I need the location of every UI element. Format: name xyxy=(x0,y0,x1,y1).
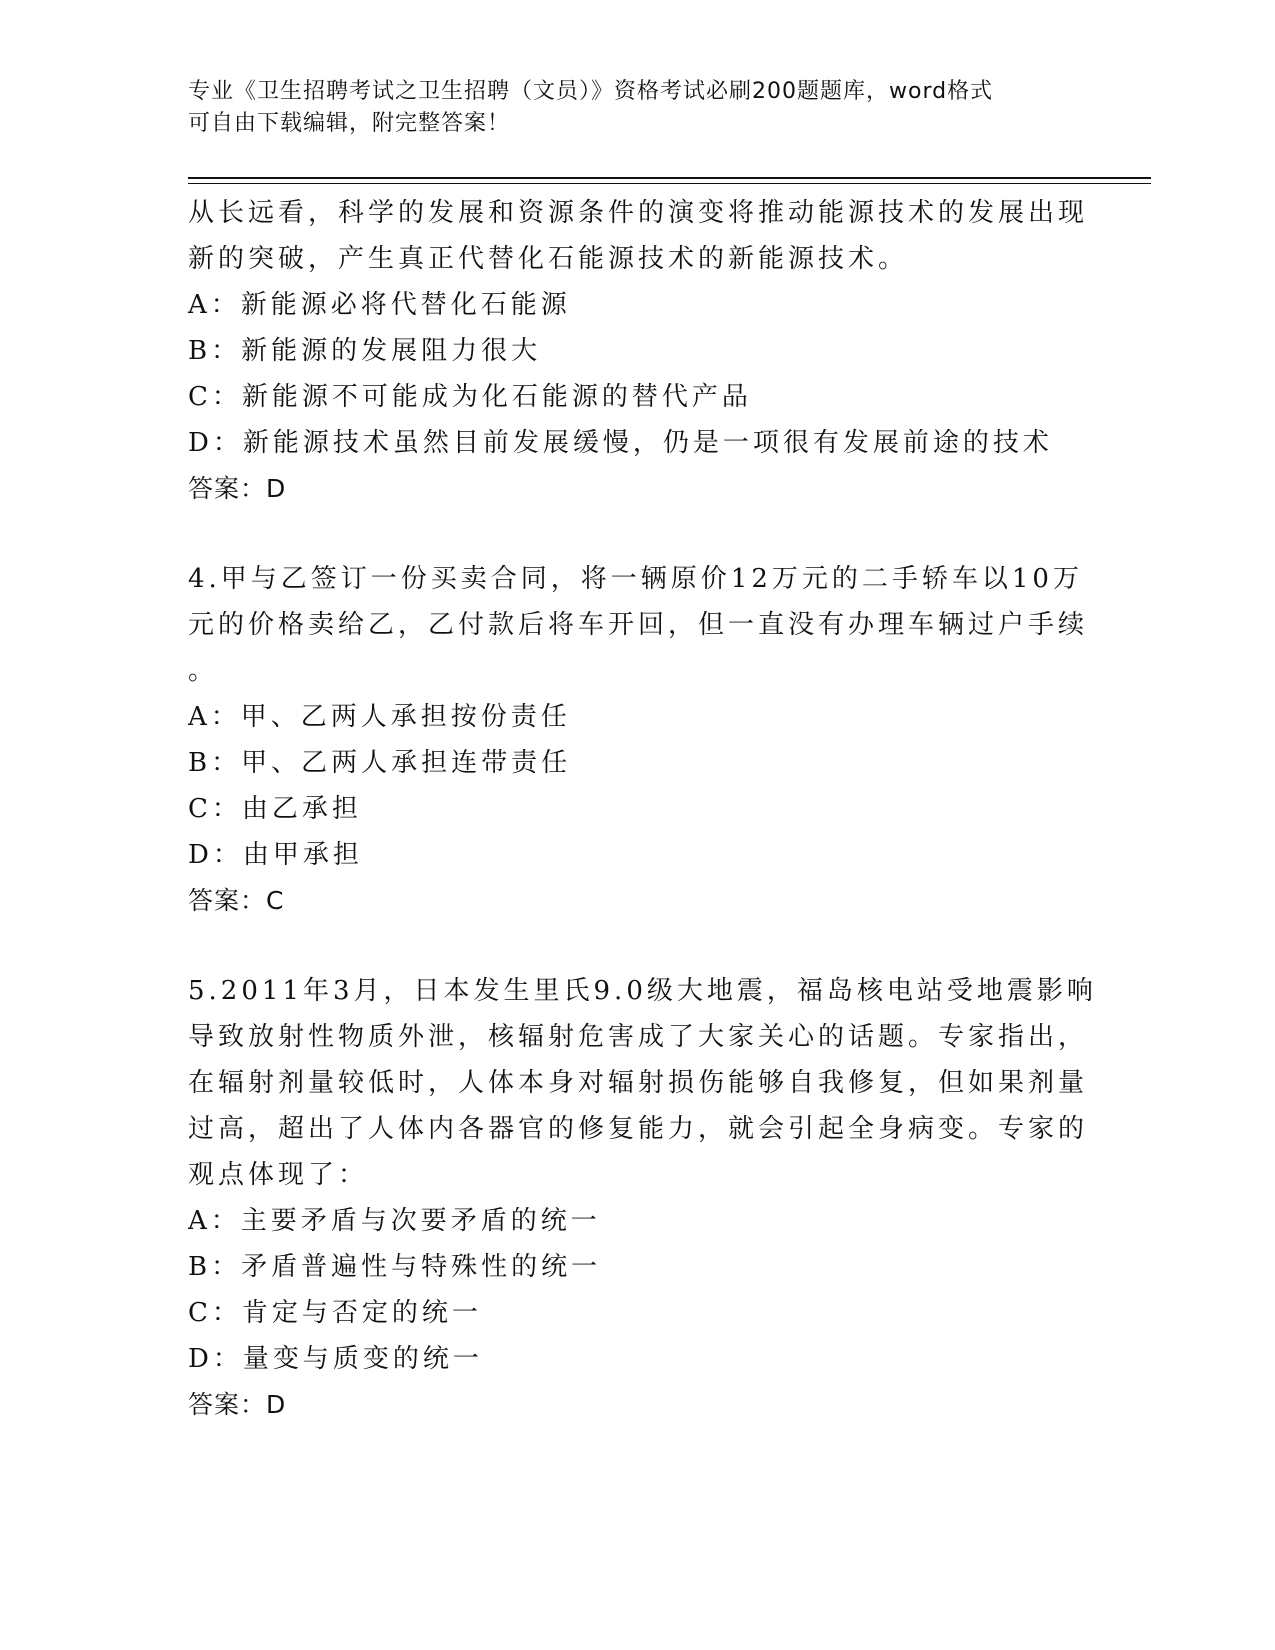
header-title-line1: 专业《卫生招聘考试之卫生招聘（文员）》资格考试必刷200题题库，word格式 xyxy=(188,79,994,104)
question-stem-line: 4.甲与乙签订一份买卖合同，将一辆原价12万元的二手轿车以10万 xyxy=(188,564,1083,594)
option-a: A：甲、乙两人承担按份责任 xyxy=(188,702,571,732)
answer-line: 答案：D xyxy=(188,1390,287,1419)
question-3 xyxy=(188,190,1088,512)
answer-line: 答案：C xyxy=(188,886,285,915)
option-c: C：肯定与否定的统一 xyxy=(188,1298,482,1328)
question-stem-line: 5.2011年3月，日本发生里氏9.0级大地震，福岛核电站受地震影响 xyxy=(188,976,1097,1006)
option-c: C：由乙承担 xyxy=(188,794,362,824)
document-header xyxy=(188,76,1088,140)
option-b: B：矛盾普遍性与特殊性的统一 xyxy=(188,1252,602,1282)
question-stem-line: 过高，超出了人体内各器官的修复能力，就会引起全身病变。专家的 xyxy=(188,1114,1089,1144)
question-stem-line: 从长远看，科学的发展和资源条件的演变将推动能源技术的发展出现 xyxy=(188,198,1089,228)
question-stem-line: 元的价格卖给乙，乙付款后将车开回，但一直没有办理车辆过户手续 xyxy=(188,610,1089,640)
question-stem-line: 新的突破，产生真正代替化石能源技术的新能源技术。 xyxy=(188,244,909,274)
question-5 xyxy=(188,968,1097,1428)
option-b: B：新能源的发展阻力很大 xyxy=(188,336,542,366)
option-d: D：由甲承担 xyxy=(188,840,363,870)
answer-line: 答案：D xyxy=(188,474,287,503)
option-a: A：主要矛盾与次要矛盾的统一 xyxy=(188,1206,601,1236)
question-stem-line: 观点体现了： xyxy=(188,1160,369,1190)
question-4 xyxy=(188,556,1088,924)
option-b: B：甲、乙两人承担连带责任 xyxy=(188,748,572,778)
option-c: C：新能源不可能成为化石能源的替代产品 xyxy=(188,382,752,412)
header-divider-thin xyxy=(188,183,1151,184)
spacer xyxy=(188,924,1088,968)
question-stem-line: 导致放射性物质外泄，核辐射危害成了大家关心的话题。专家指出， xyxy=(188,1022,1089,1052)
question-stem-line: 。 xyxy=(188,656,219,686)
header-divider-thick xyxy=(188,177,1151,179)
question-list xyxy=(188,190,1097,1428)
question-stem-line: 在辐射剂量较低时，人体本身对辐射损伤能够自我修复，但如果剂量 xyxy=(188,1068,1089,1098)
option-a: A：新能源必将代替化石能源 xyxy=(188,290,571,320)
header-title-line2: 可自由下载编辑，附完整答案！ xyxy=(188,111,511,136)
option-d: D：量变与质变的统一 xyxy=(188,1344,483,1374)
option-d: D：新能源技术虽然目前发展缓慢，仍是一项很有发展前途的技术 xyxy=(188,428,1053,458)
spacer xyxy=(188,512,1088,556)
